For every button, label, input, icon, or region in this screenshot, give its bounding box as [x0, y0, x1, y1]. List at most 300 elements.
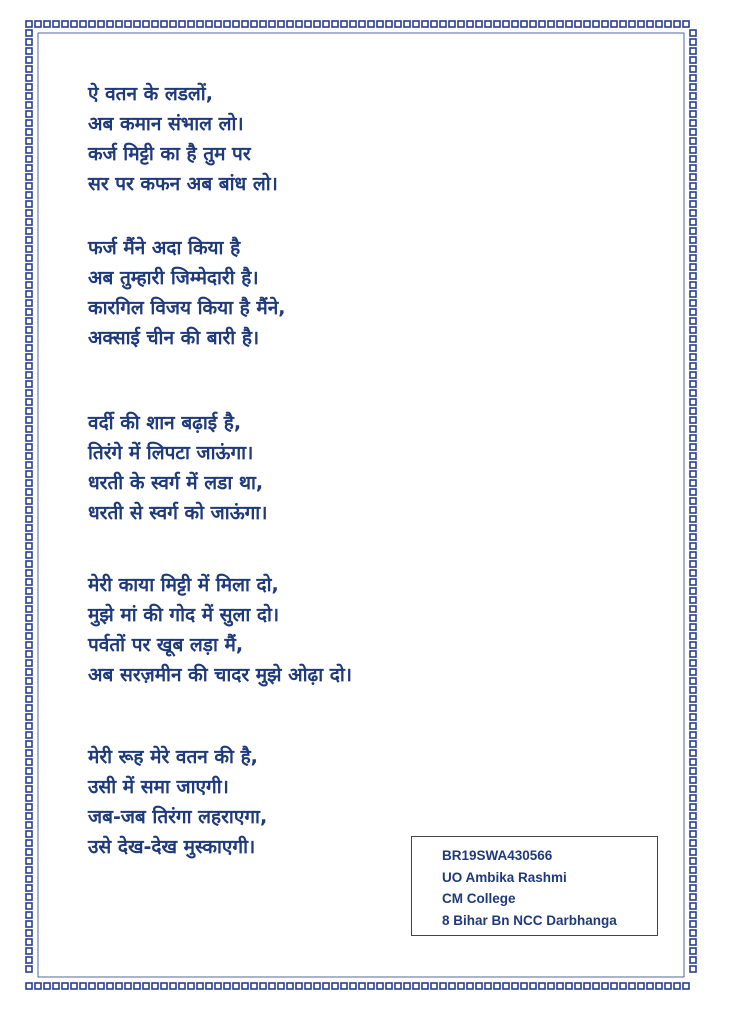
border-link: [26, 741, 32, 747]
poem-line: जब-जब तिरंगा लहराएगा,: [88, 806, 268, 828]
border-link: [690, 426, 696, 432]
border-link: [26, 957, 32, 963]
border-link: [690, 597, 696, 603]
poem-line: मेरी काया मिट्टी में मिला दो,: [88, 574, 279, 596]
border-link: [494, 983, 500, 989]
border-link: [152, 21, 158, 27]
border-link: [26, 543, 32, 549]
poem-stanza-1: [88, 79, 278, 199]
border-link: [690, 435, 696, 441]
border-link: [26, 354, 32, 360]
border-link: [26, 966, 32, 972]
border-link: [215, 983, 221, 989]
border-link: [350, 983, 356, 989]
border-link: [26, 948, 32, 954]
poem-line: पर्वतों पर खूब लड़ा मैं,: [88, 634, 244, 656]
border-link: [62, 21, 68, 27]
border-link: [690, 471, 696, 477]
border-link: [485, 983, 491, 989]
border-link: [690, 462, 696, 468]
border-link: [26, 651, 32, 657]
border-link: [26, 660, 32, 666]
border-link: [125, 21, 131, 27]
border-link: [62, 983, 68, 989]
border-link: [377, 983, 383, 989]
poem-line: फर्ज मैंने अदा किया है: [88, 237, 241, 259]
border-link: [476, 21, 482, 27]
border-link: [206, 21, 212, 27]
border-link: [26, 777, 32, 783]
border-link: [26, 174, 32, 180]
border-link: [485, 21, 491, 27]
border-link: [690, 876, 696, 882]
border-link: [89, 21, 95, 27]
border-link: [467, 21, 473, 27]
border-link: [494, 21, 500, 27]
border-link: [26, 390, 32, 396]
border-link: [620, 21, 626, 27]
border-link: [440, 21, 446, 27]
border-link: [690, 840, 696, 846]
border-link: [602, 983, 608, 989]
border-link: [690, 732, 696, 738]
border-link: [690, 849, 696, 855]
border-link: [242, 983, 248, 989]
border-link: [690, 588, 696, 594]
border-link: [26, 30, 32, 36]
border-link: [26, 912, 32, 918]
poem-line: सर पर कफन अब बांध लो।: [88, 173, 278, 195]
border-link: [404, 21, 410, 27]
border-link: [26, 192, 32, 198]
border-link: [404, 983, 410, 989]
border-link: [269, 21, 275, 27]
poem-line: मुझे मां की गोद में सुला दो।: [88, 604, 280, 626]
border-link: [690, 300, 696, 306]
border-link: [260, 21, 266, 27]
border-link: [690, 327, 696, 333]
border-link: [26, 138, 32, 144]
border-link: [26, 381, 32, 387]
border-link: [26, 939, 32, 945]
border-link: [26, 318, 32, 324]
border-link: [233, 983, 239, 989]
border-link: [690, 480, 696, 486]
border-link: [395, 983, 401, 989]
border-link: [458, 983, 464, 989]
border-link: [26, 426, 32, 432]
border-link: [26, 642, 32, 648]
border-link: [134, 983, 140, 989]
border-link: [690, 723, 696, 729]
border-link: [690, 390, 696, 396]
poem-line: धरती से स्वर्ग को जाऊंगा।: [88, 502, 268, 524]
border-link: [80, 983, 86, 989]
border-link: [690, 714, 696, 720]
border-link: [26, 57, 32, 63]
border-link: [116, 983, 122, 989]
border-link: [26, 714, 32, 720]
border-link: [690, 642, 696, 648]
border-link: [26, 111, 32, 117]
border-link: [26, 876, 32, 882]
border-link: [161, 983, 167, 989]
border-link: [690, 804, 696, 810]
border-link: [26, 156, 32, 162]
border-link: [26, 345, 32, 351]
border-link: [458, 21, 464, 27]
poem-line: मेरी रूह मेरे वतन की है,: [88, 746, 258, 768]
poem-line: ऐ वतन के लडलों,: [88, 83, 213, 105]
border-link: [26, 606, 32, 612]
border-link: [26, 723, 32, 729]
border-link: [575, 983, 581, 989]
border-link: [26, 147, 32, 153]
border-link: [26, 669, 32, 675]
border-link: [134, 21, 140, 27]
poem-stanza-5: [88, 742, 267, 862]
border-link: [690, 615, 696, 621]
border-link: [611, 21, 617, 27]
border-link: [584, 983, 590, 989]
border-link: [690, 507, 696, 513]
border-link: [26, 786, 32, 792]
border-link: [690, 156, 696, 162]
border-link: [690, 120, 696, 126]
border-link: [26, 246, 32, 252]
border-link: [690, 543, 696, 549]
border-link: [413, 983, 419, 989]
border-link: [242, 21, 248, 27]
border-link: [431, 21, 437, 27]
border-link: [683, 21, 689, 27]
border-link: [690, 606, 696, 612]
border-link: [26, 804, 32, 810]
border-link: [26, 417, 32, 423]
border-link: [690, 417, 696, 423]
border-link: [690, 273, 696, 279]
border-link: [690, 192, 696, 198]
border-link: [422, 21, 428, 27]
border-link: [690, 84, 696, 90]
border-link: [690, 534, 696, 540]
border-link: [602, 21, 608, 27]
border-link: [690, 219, 696, 225]
border-link: [690, 336, 696, 342]
border-link: [251, 983, 257, 989]
border-link: [539, 21, 545, 27]
border-link: [690, 138, 696, 144]
border-link: [278, 21, 284, 27]
border-link: [296, 21, 302, 27]
border-link: [26, 273, 32, 279]
border-link: [26, 525, 32, 531]
border-link: [71, 983, 77, 989]
border-link: [557, 21, 563, 27]
border-link: [98, 983, 104, 989]
border-link: [53, 983, 59, 989]
border-link: [287, 21, 293, 27]
border-link: [107, 21, 113, 27]
poem-line: अब कमान संभाल लो।: [88, 113, 244, 135]
border-link: [690, 651, 696, 657]
border-link: [476, 983, 482, 989]
border-link: [690, 759, 696, 765]
border-link: [80, 21, 86, 27]
border-link: [26, 480, 32, 486]
border-link: [26, 210, 32, 216]
border-link: [690, 561, 696, 567]
border-link: [690, 948, 696, 954]
border-link: [170, 21, 176, 27]
border-link: [107, 983, 113, 989]
college-name: CM College: [442, 891, 516, 906]
border-link: [449, 983, 455, 989]
poem-line: वर्दी की शान बढ़ाई है,: [88, 412, 242, 434]
border-link: [314, 21, 320, 27]
border-link: [638, 983, 644, 989]
border-link: [26, 489, 32, 495]
border-link: [26, 120, 32, 126]
border-link: [26, 228, 32, 234]
border-link: [116, 21, 122, 27]
border-link: [26, 453, 32, 459]
border-link: [690, 489, 696, 495]
border-link: [377, 21, 383, 27]
border-link: [350, 21, 356, 27]
border-link: [690, 786, 696, 792]
border-link: [359, 21, 365, 27]
border-link: [690, 930, 696, 936]
border-link: [690, 129, 696, 135]
border-link: [26, 894, 32, 900]
border-link: [44, 983, 50, 989]
border-link: [26, 840, 32, 846]
border-link: [593, 983, 599, 989]
border-link: [638, 21, 644, 27]
border-link: [690, 894, 696, 900]
border-link: [26, 399, 32, 405]
border-link: [26, 696, 32, 702]
border-link: [170, 983, 176, 989]
border-link: [690, 939, 696, 945]
border-link: [647, 983, 653, 989]
poem-line: कर्ज मिट्टी का है तुम पर: [88, 143, 251, 165]
border-link: [44, 21, 50, 27]
border-link: [690, 660, 696, 666]
border-link: [690, 354, 696, 360]
border-link: [629, 983, 635, 989]
border-link: [690, 867, 696, 873]
border-link: [26, 291, 32, 297]
border-link: [26, 93, 32, 99]
border-link: [26, 597, 32, 603]
border-link: [690, 201, 696, 207]
border-link: [26, 534, 32, 540]
border-link: [26, 930, 32, 936]
border-link: [125, 983, 131, 989]
border-link: [548, 983, 554, 989]
border-link: [690, 525, 696, 531]
border-link: [674, 21, 680, 27]
border-link: [566, 21, 572, 27]
border-link: [690, 246, 696, 252]
border-link: [690, 696, 696, 702]
border-link: [690, 48, 696, 54]
border-link: [26, 255, 32, 261]
border-link: [26, 21, 32, 27]
border-link: [690, 570, 696, 576]
border-link: [690, 210, 696, 216]
border-link: [690, 858, 696, 864]
border-link: [467, 983, 473, 989]
border-link: [53, 21, 59, 27]
border-link: [26, 102, 32, 108]
poem-line: कारगिल विजय किया है मैंने,: [88, 297, 286, 319]
border-link: [26, 129, 32, 135]
border-link: [395, 21, 401, 27]
border-link: [647, 21, 653, 27]
border-link: [26, 183, 32, 189]
border-link: [690, 624, 696, 630]
border-link: [620, 983, 626, 989]
border-link: [665, 21, 671, 27]
border-link: [690, 57, 696, 63]
cadet-id: BR19SWA430566: [442, 848, 553, 863]
border-link: [26, 264, 32, 270]
border-link: [332, 983, 338, 989]
border-link: [26, 903, 32, 909]
border-link: [690, 498, 696, 504]
poem-line: अब सरज़मीन की चादर मुझे ओढ़ा दो।: [88, 664, 352, 686]
border-link: [690, 813, 696, 819]
border-link: [690, 705, 696, 711]
border-link: [566, 983, 572, 989]
border-link: [690, 309, 696, 315]
border-link: [690, 921, 696, 927]
border-link: [690, 264, 696, 270]
border-link: [26, 867, 32, 873]
border-link: [26, 858, 32, 864]
border-link: [431, 983, 437, 989]
border-link: [269, 983, 275, 989]
border-link: [26, 66, 32, 72]
border-link: [683, 983, 689, 989]
border-link: [323, 21, 329, 27]
border-link: [188, 983, 194, 989]
border-link: [26, 300, 32, 306]
border-link: [197, 21, 203, 27]
border-link: [26, 822, 32, 828]
cadet-name: UO Ambika Rashmi: [442, 869, 567, 885]
border-link: [314, 983, 320, 989]
border-link: [575, 21, 581, 27]
border-link: [26, 498, 32, 504]
poem-stanza-3: [88, 408, 267, 528]
border-link: [449, 21, 455, 27]
border-link: [35, 21, 41, 27]
border-link: [690, 741, 696, 747]
border-link: [143, 983, 149, 989]
border-link: [206, 983, 212, 989]
border-link: [35, 983, 41, 989]
border-link: [521, 983, 527, 989]
border-link: [26, 48, 32, 54]
border-link: [224, 21, 230, 27]
border-link: [251, 21, 257, 27]
border-link: [690, 183, 696, 189]
border-link: [512, 983, 518, 989]
border-link: [503, 21, 509, 27]
border-link: [690, 768, 696, 774]
border-link: [690, 255, 696, 261]
border-link: [26, 983, 32, 989]
border-link: [690, 750, 696, 756]
border-link: [690, 111, 696, 117]
border-link: [690, 831, 696, 837]
poem-stanza-4: [88, 570, 352, 690]
border-link: [690, 93, 696, 99]
border-link: [530, 983, 536, 989]
border-link: [690, 381, 696, 387]
border-link: [690, 795, 696, 801]
border-link: [197, 983, 203, 989]
border-link: [161, 21, 167, 27]
border-link: [98, 21, 104, 27]
border-link: [690, 318, 696, 324]
border-link: [656, 983, 662, 989]
border-link: [152, 983, 158, 989]
border-link: [690, 633, 696, 639]
border-link: [26, 705, 32, 711]
border-link: [26, 759, 32, 765]
border-link: [690, 399, 696, 405]
border-link: [690, 174, 696, 180]
border-link: [690, 579, 696, 585]
border-link: [26, 588, 32, 594]
border-link: [26, 795, 32, 801]
poem-stanza-2: [88, 233, 286, 353]
border-link: [233, 21, 239, 27]
border-link: [26, 444, 32, 450]
border-link: [512, 21, 518, 27]
border-link: [188, 21, 194, 27]
border-link: [323, 983, 329, 989]
border-link: [26, 885, 32, 891]
border-link: [690, 291, 696, 297]
border-link: [548, 21, 554, 27]
border-link: [26, 282, 32, 288]
border-link: [26, 813, 32, 819]
border-link: [521, 21, 527, 27]
border-link: [287, 983, 293, 989]
border-link: [26, 237, 32, 243]
border-link: [690, 165, 696, 171]
border-link: [278, 983, 284, 989]
border-link: [386, 983, 392, 989]
border-link: [359, 983, 365, 989]
border-link: [26, 219, 32, 225]
ncc-unit: 8 Bihar Bn NCC Darbhanga: [442, 912, 617, 928]
border-link: [26, 615, 32, 621]
border-link: [674, 983, 680, 989]
border-link: [368, 21, 374, 27]
border-link: [26, 84, 32, 90]
border-link: [690, 345, 696, 351]
border-link: [26, 633, 32, 639]
border-link: [422, 983, 428, 989]
border-link: [26, 849, 32, 855]
